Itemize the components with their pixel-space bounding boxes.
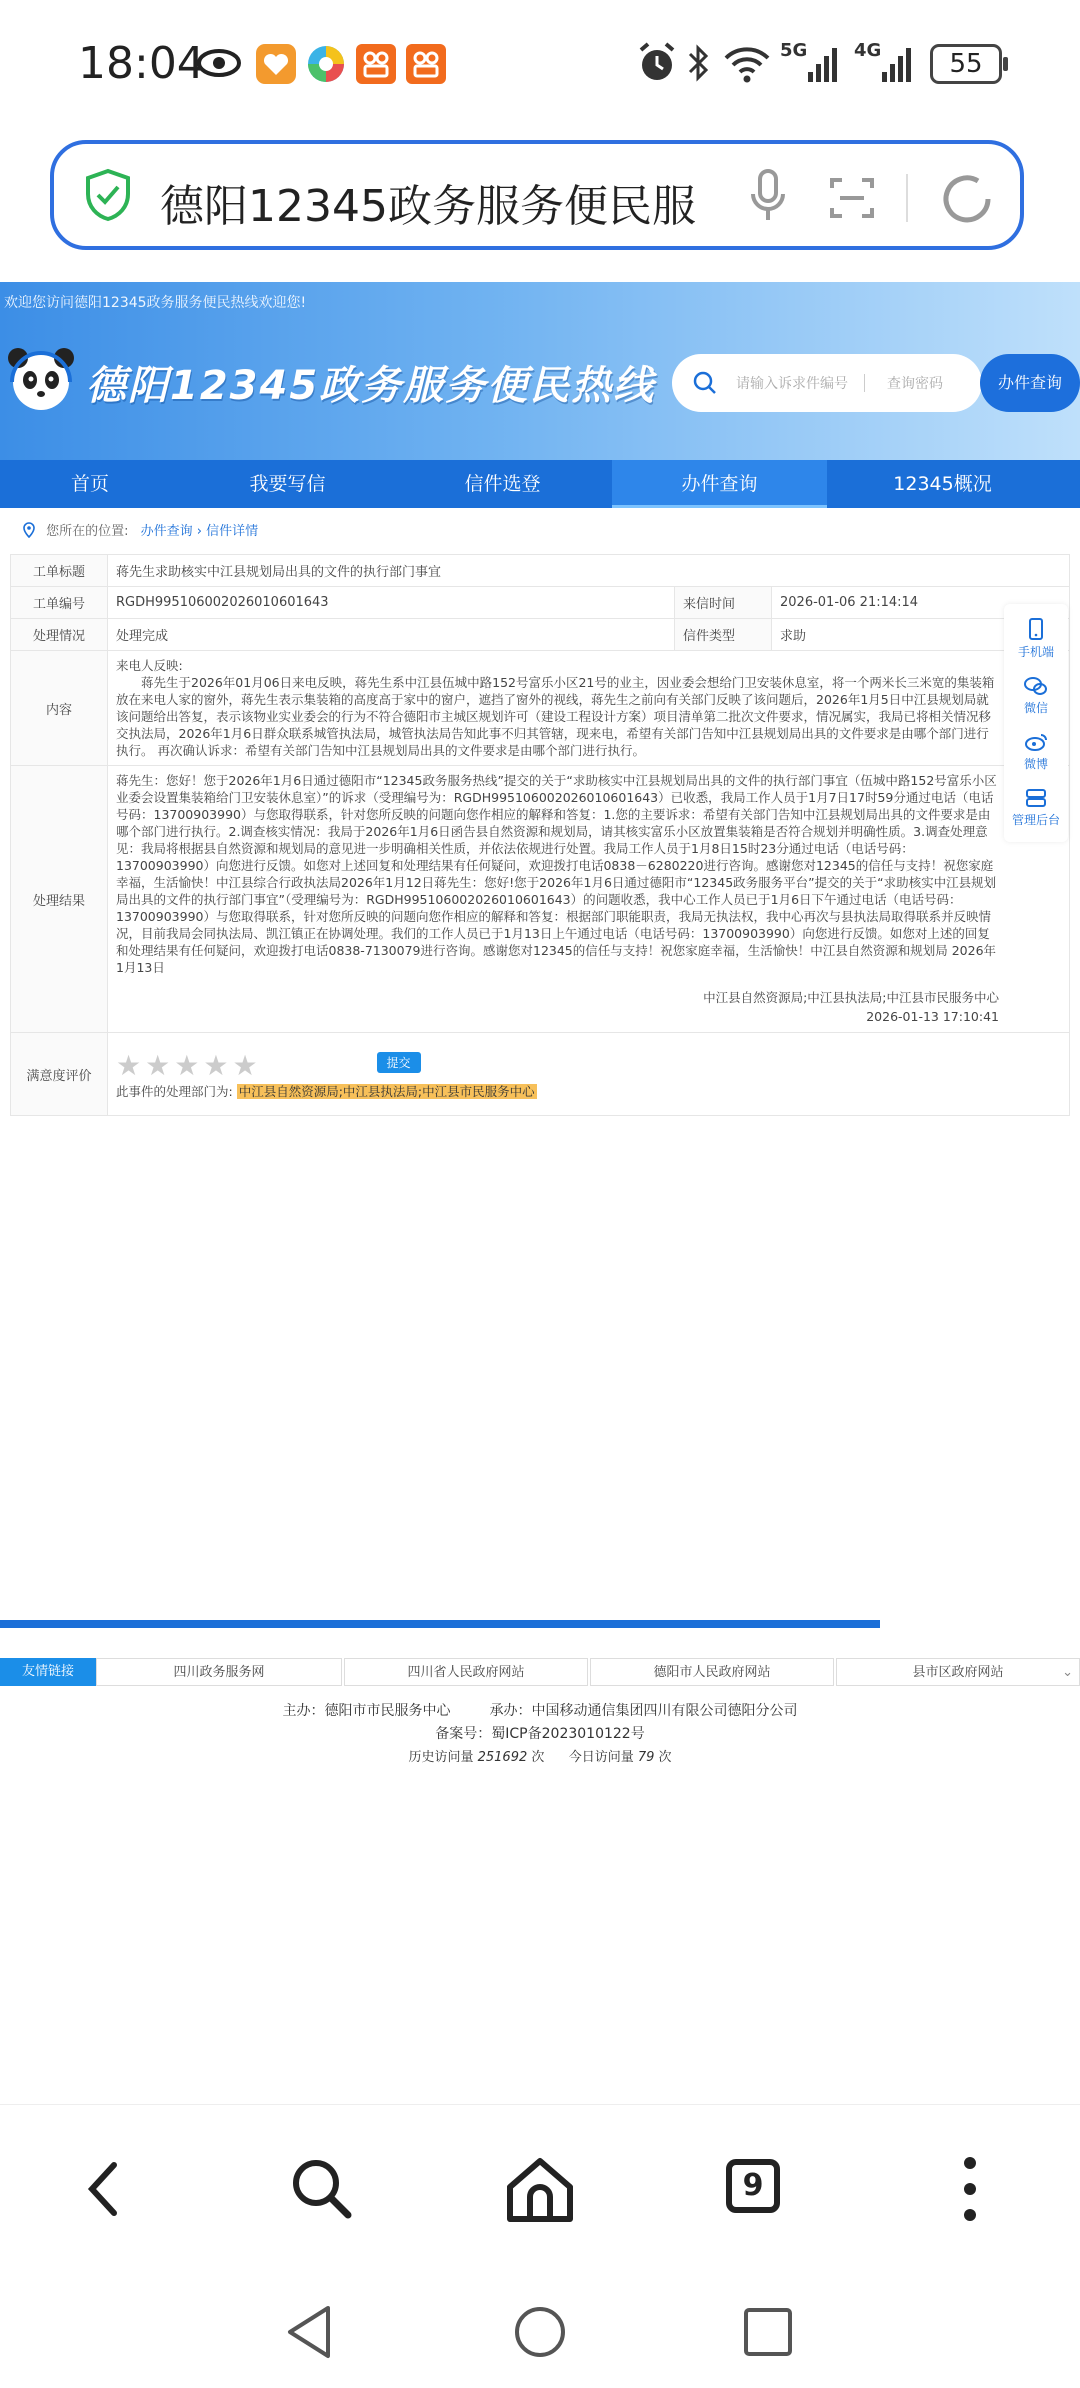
breadcrumb-label: 您所在的位置:: [46, 524, 129, 539]
footer-contractor: 承办：中国移动通信集团四川有限公司德阳分公司: [489, 1703, 798, 1719]
rating-star-1[interactable]: ★: [116, 1048, 142, 1082]
table-row: [11, 619, 1070, 651]
type-value: 求助: [772, 619, 1070, 651]
site-title: 德阳12345政务服务便民热线: [86, 363, 656, 409]
weibo-icon: [1024, 732, 1048, 752]
system-back-button[interactable]: [282, 2302, 338, 2362]
orange-app-icon-2: [406, 44, 446, 84]
bluetooth-icon: [684, 40, 712, 86]
content-body: [108, 651, 1070, 766]
main-nav: [0, 460, 1080, 508]
breadcrumb-path[interactable]: 办件查询 › 信件详情: [140, 524, 259, 539]
friend-link-4[interactable]: 县市区政府网站 ⌄: [836, 1658, 1080, 1686]
result-text: 蒋先生：您好！您于2026年1月6日通过德阳市“12345政务服务热线”提交的关于“求助核实中江县规划局出具的文件的执行部门事宜（伍城中路152号富乐小区业委会设置集装箱给门卫安装休息室）”的诉求（受理编号为：RGDH995106002026010601643）已收悉，我局工作人员于1月7日17时59分通过电话（电话号码：13700903990）与您取得联系，针对您所反映的问题向您作相应的解释和答复：1.您的主要诉求：希望有关部门告知中江县规划局出具的文件要求是由哪个部门进行执行。2.调查核实情况：我局于2026年1月6日函告县自然资源和规划局，请其核实富乐小区放置集装箱是否符合规划并明确性质。3.调查处理意见：我局将根据县自然资源和规划局的意见进一步明确相关性质，并依法依规进行处置。我局工作人员于1月8日15时23分通过电话（电话号码：13700903990）向您进行反馈。如您对上述回复和处理结果有任何疑问，欢迎拨打电话0838－6280220进行咨询。感谢您对12345的信任与支持！祝您家庭幸福，生活愉快！中江县综合行政执法局2026年1月12日蒋先生：您好!您于2026年1月6日通过德阳市“12345政务服务平台”提交的关于“求助核实中江县规划局出具的文件的执行部门事宜”（受理编号为：RGDH995106002026010601643）的问题收悉，我中心工作人员已于1月6日下午通过电话（电话号码：13700903990）与您取得联系，针对您所反映的问题向您作相应的解释和答复：根据部门职能职责，我局无执法权，我中心再次与县执法局取得联系并反映情况，目前我局会同执法局、凯江镇正在协调处理。我们的工作人员已于1月13日上午通过电话（电话号码：13700903990）向您进行反馈。如您对上述的回复和处理结果有任何疑问，欢迎拨打电话0838-7130079进行咨询。感谢您对12345的信任与支持！祝您家庭幸福，生活愉快！中江县自然资源和规划局 2026年1月13日: [116, 773, 997, 975]
today-label: 今日访问量: [568, 1750, 634, 1765]
table-row: [11, 651, 1070, 766]
wechat-icon: [1024, 676, 1048, 696]
friend-link-3[interactable]: 德阳市人民政府网站: [590, 1658, 834, 1686]
more-menu-button[interactable]: [930, 2149, 1010, 2229]
result-time: 2026-01-13 17:10:41: [866, 1009, 999, 1024]
wifi-icon: [722, 40, 772, 86]
table-row: [11, 587, 1070, 619]
rating-star-3[interactable]: ★: [174, 1048, 200, 1082]
today-value: 79: [637, 1750, 655, 1765]
url-text[interactable]: 德阳12345政务服务便民服: [160, 181, 696, 232]
rating-star-5[interactable]: ★: [232, 1048, 258, 1082]
status-label: 处理情况: [11, 619, 108, 651]
friend-links-tag: 友情链接: [0, 1658, 96, 1686]
tabs-button[interactable]: [716, 2149, 796, 2229]
home-button[interactable]: [500, 2149, 580, 2229]
health-app-icon: [256, 44, 296, 84]
friend-link-2[interactable]: 四川省人民政府网站: [344, 1658, 588, 1686]
float-admin[interactable]: 管理后台: [1004, 780, 1068, 836]
nav-query[interactable]: 办件查询: [612, 460, 827, 508]
ticket-detail-table: [10, 554, 1070, 1116]
breadcrumb: [22, 520, 258, 539]
back-button[interactable]: [66, 2149, 146, 2229]
table-row: [11, 1033, 1070, 1116]
battery-indicator: 55: [930, 44, 1002, 84]
4g-signal-icon: 4G: [854, 40, 920, 86]
rating-star-2[interactable]: ★: [145, 1048, 171, 1082]
table-row: [11, 555, 1070, 587]
footer-host: 主办：德阳市市民服务中心: [282, 1703, 451, 1719]
system-home-button[interactable]: [512, 2302, 568, 2362]
float-wechat[interactable]: 微信: [1004, 668, 1068, 724]
table-row: [11, 766, 1070, 1033]
location-pin-icon: [22, 522, 36, 538]
5g-signal-icon: 5G: [780, 40, 848, 86]
query-password-input[interactable]: 查询密码: [887, 376, 943, 392]
color-wheel-app-icon: [306, 44, 346, 84]
nav-overview[interactable]: 12345概况: [893, 473, 992, 495]
address-bar[interactable]: [50, 140, 1024, 250]
system-nav-bar: [0, 2274, 1080, 2388]
search-icon: [692, 370, 718, 396]
title-value: 蒋先生求助核实中江县规划局出具的文件的执行部门事宜: [108, 555, 1070, 587]
browser-toolbar: [0, 2104, 1080, 2275]
history-unit: 次: [531, 1750, 545, 1765]
rating-cell: [108, 1033, 1070, 1116]
page-progress-bar: [0, 1620, 880, 1628]
search-divider: [864, 374, 865, 392]
clock: 18:04: [78, 38, 205, 89]
address-bar-divider: [906, 174, 908, 222]
nav-home[interactable]: 首页: [70, 473, 109, 495]
orange-app-icon: [356, 44, 396, 84]
phone-icon: [1027, 618, 1045, 640]
welcome-text: 欢迎您访问德阳12345政务服务便民热线欢迎您!: [4, 295, 307, 311]
dept-value: 中江县自然资源局;中江县执法局;中江县市民服务中心: [238, 1083, 535, 1099]
history-value: 251692: [477, 1750, 528, 1765]
today-unit: 次: [658, 1750, 672, 1765]
number-value: RGDH995106002026010601643: [108, 587, 675, 619]
float-mobile[interactable]: 手机端: [1004, 610, 1068, 668]
friend-links: [0, 1658, 1080, 1686]
type-label: 信件类型: [675, 619, 772, 651]
eye-icon: [196, 40, 242, 86]
float-weibo[interactable]: 微博: [1004, 724, 1068, 780]
floating-sidebar: [1004, 604, 1068, 842]
site-banner: [0, 282, 1080, 460]
time-value: 2026-01-06 21:14:14: [772, 587, 1070, 619]
nav-write-letter[interactable]: 我要写信: [249, 473, 326, 495]
content-text: 蒋先生于2026年01月06日来电反映，蒋先生系中江县伍城中路152号富乐小区21号的业主，因业委会想给门卫安装休息室，将一个两米长三米宽的集装箱放在来电人家的窗外，蒋先生表示集装箱的高度高于家中的窗户，遮挡了窗外的视线，蒋先生之前向有关部门反映了该问题后，2026年1月5日中江县规划局就该问题给出答复，表示该物业实业委会的行为不符合德阳市主城区规划许可（建设工程设计方案）项目清单第二批次文件要求，情况属实，我局已将相关情况移交执法局，2026年1月6日群众联系城管执法局，城管执法局告知此事不归其管辖，现来电，希望有关部门告知中江县规划局出具的文件要求是由哪个部门进行执行。 再次确认诉求：希望有关部门告知中江县规划局出具的文件要求是由哪个部门进行执行。: [116, 675, 995, 758]
footer-icp[interactable]: 备案号：蜀ICP备2023010122号: [435, 1726, 645, 1742]
rating-label: 满意度评价: [11, 1033, 108, 1116]
system-recents-button[interactable]: [740, 2302, 796, 2362]
shield-check-icon: [84, 168, 132, 222]
time-label: 来信时间: [675, 587, 772, 619]
number-label: 工单编号: [11, 587, 108, 619]
site-footer: [0, 1700, 1080, 1769]
dept-prefix: 此事件的处理部门为:: [116, 1083, 233, 1099]
rating-star-4[interactable]: ★: [203, 1048, 229, 1082]
title-label: 工单标题: [11, 555, 108, 587]
content-heading: 来电人反映:: [116, 658, 183, 673]
friend-link-1[interactable]: 四川政务服务网: [96, 1658, 342, 1686]
admin-icon: [1025, 788, 1047, 808]
search-button[interactable]: [282, 2149, 362, 2229]
result-departments: 中江县自然资源局;中江县执法局;中江县市民服务中心: [703, 990, 999, 1005]
status-bar: [0, 0, 1080, 130]
content-label: 内容: [11, 651, 108, 766]
result-cell: [108, 766, 1070, 1033]
query-button[interactable]: 办件查询: [980, 354, 1080, 412]
scan-icon[interactable]: [828, 174, 876, 222]
alarm-icon: [636, 40, 678, 86]
status-value: 处理完成: [108, 619, 675, 651]
chevron-down-icon: ⌄: [1062, 1665, 1073, 1680]
query-search-box[interactable]: [672, 354, 982, 412]
microphone-icon[interactable]: [748, 168, 788, 226]
nav-selected-letters[interactable]: 信件选登: [464, 473, 541, 495]
submit-rating-button[interactable]: 提交: [377, 1052, 421, 1073]
web-page: [0, 282, 1080, 2112]
ticket-number-input[interactable]: 请输入诉求件编号: [736, 376, 848, 392]
panda-logo-icon: [4, 344, 78, 414]
refresh-icon[interactable]: [940, 172, 994, 226]
history-label: 历史访问量: [408, 1750, 474, 1765]
result-label: 处理结果: [11, 766, 108, 1033]
tab-count: 9: [726, 2159, 780, 2213]
